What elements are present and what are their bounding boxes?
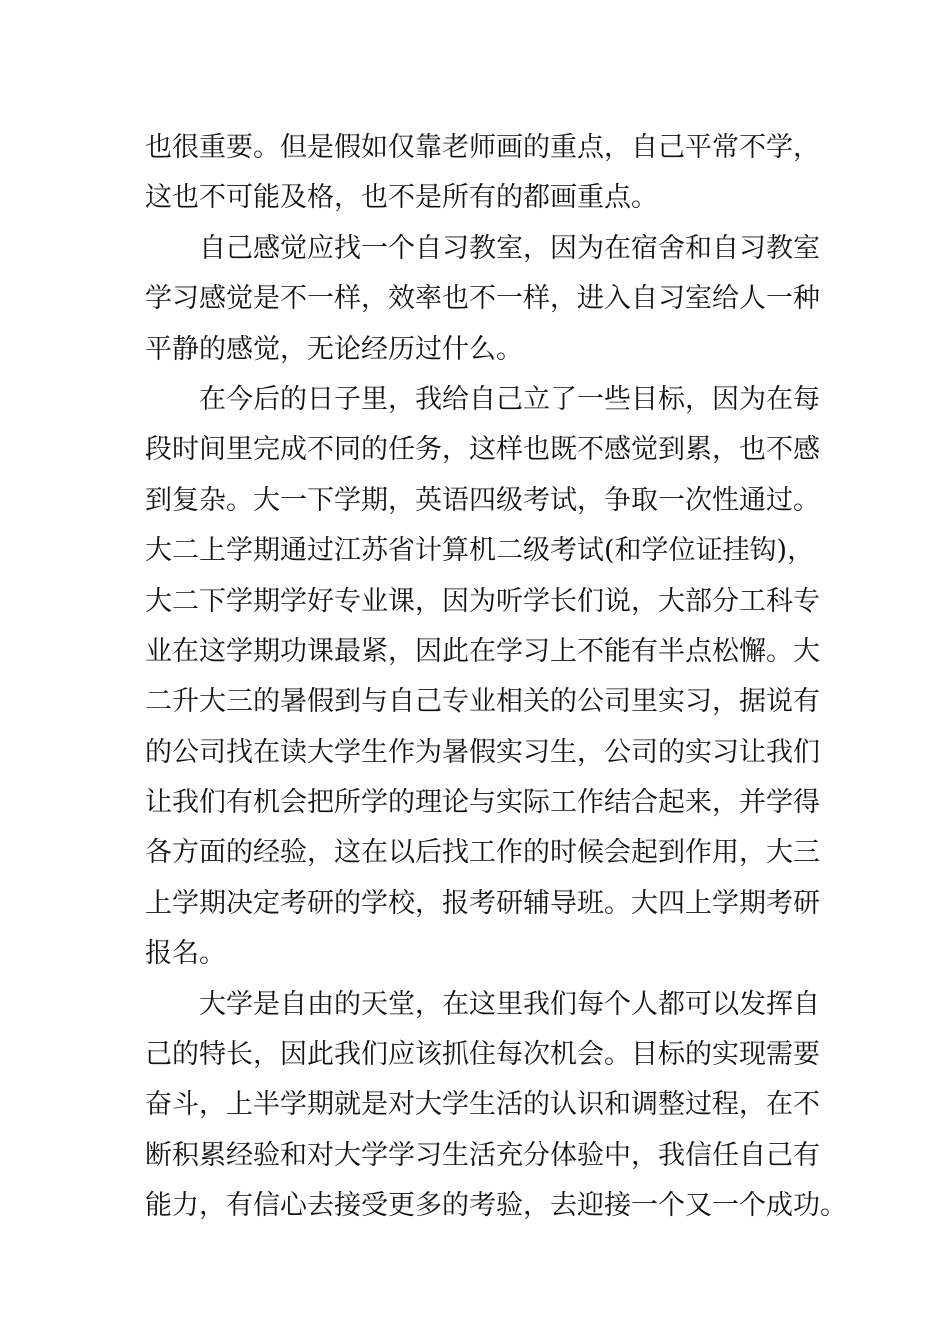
text-line: 二升大三的暑假到与自己专业相关的公司里实习，据说有	[145, 686, 820, 718]
text-line: 报名。	[145, 938, 226, 970]
document-body	[145, 123, 847, 1232]
text-line: 的公司找在读大学生作为暑假实习生，公司的实习让我们	[145, 736, 820, 768]
text-line: 在今后的日子里，我给自己立了一些目标，因为在每	[199, 383, 820, 415]
text-line: 断积累经验和对大学学习生活充分体验中，我信任自己有	[145, 1139, 820, 1171]
text-line: 大二下学期学好专业课，因为听学长们说，大部分工科专	[145, 585, 820, 617]
paragraph	[145, 980, 847, 1232]
text-line: 让我们有机会把所学的理论与实际工作结合起来，并学得	[145, 787, 820, 819]
text-line: 到复杂。大一下学期，英语四级考试，争取一次性通过。	[145, 484, 820, 516]
text-line: 学习感觉是不一样，效率也不一样，进入自习室给人一种	[145, 283, 820, 315]
paragraph	[145, 375, 820, 980]
text-line: 大二上学期通过江苏省计算机二级考试(和学位证挂钩)，	[145, 535, 815, 567]
paragraph	[145, 224, 820, 375]
text-line: 这也不可能及格，也不是所有的都画重点。	[145, 182, 658, 214]
text-line: 自己感觉应找一个自习教室，因为在宿舍和自习教室	[199, 232, 820, 264]
text-line: 也很重要。但是假如仅靠老师画的重点，自己平常不学，	[145, 132, 820, 163]
text-line: 上学期决定考研的学校，报考研辅导班。大四上学期考研	[145, 887, 820, 919]
paragraph	[145, 123, 820, 224]
text-line: 段时间里完成不同的任务，这样也既不感觉到累，也不感	[145, 434, 820, 466]
text-line: 奋斗，上半学期就是对大学生活的认识和调整过程，在不	[145, 1089, 820, 1121]
text-line: 能力，有信心去接受更多的考验，去迎接一个又一个成功。	[145, 1190, 847, 1222]
text-line: 业在这学期功课最紧，因此在学习上不能有半点松懈。大	[145, 635, 820, 667]
text-line: 大学是自由的天堂，在这里我们每个人都可以发挥自	[199, 988, 820, 1020]
text-line: 各方面的经验，这在以后找工作的时候会起到作用，大三	[145, 837, 820, 869]
text-line: 平静的感觉，无论经历过什么。	[145, 333, 523, 365]
text-line: 己的特长，因此我们应该抓住每次机会。目标的实现需要	[145, 1039, 820, 1071]
